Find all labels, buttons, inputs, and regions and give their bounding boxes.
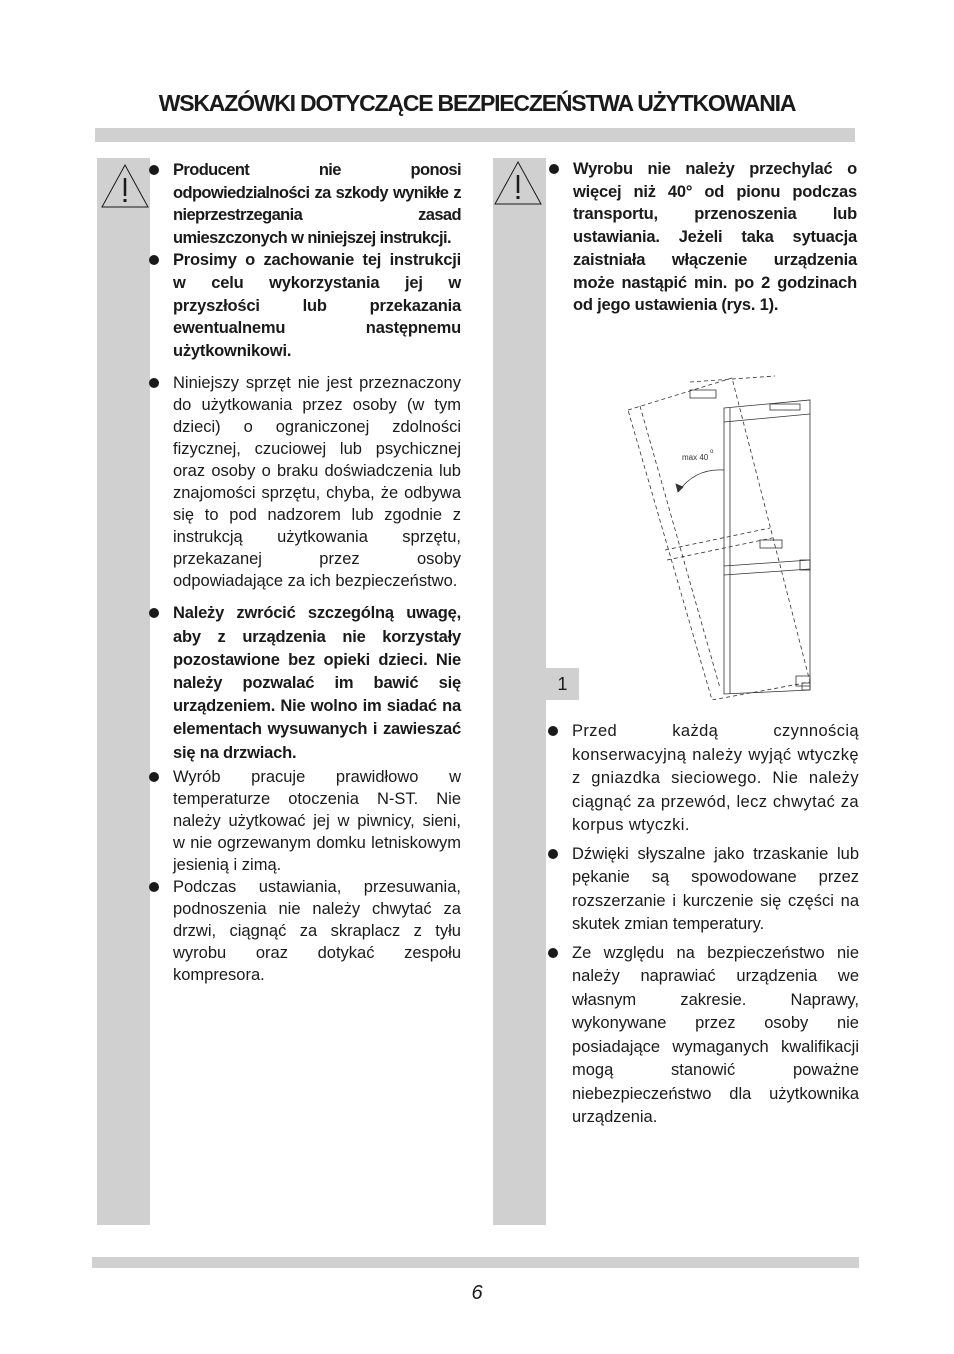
angle-degree-mark: o	[710, 449, 714, 455]
list-item: Wyrób pracuje prawidłowo w temperaturze otoczenia N-ST. Nie należy użytkować jej w piwnicy, sieni, w nie ogrzewanym domku letniskowym jesienią i zimą.	[149, 766, 461, 876]
page-number: 6	[471, 1282, 483, 1304]
figure-number-label: 1	[546, 668, 579, 700]
tilt-diagram-figure	[620, 370, 820, 700]
right-margin-bar	[493, 158, 546, 1225]
right-top-safety-list	[549, 158, 857, 317]
list-item: Prosimy o zachowanie tej instrukcji w celu wykorzystania jej w przyszłości lub przekazania ewentualnemu następnemu użytkownikowi.	[149, 249, 461, 362]
left-safety-list	[149, 159, 461, 986]
list-item: Podczas ustawiania, przesuwania, podnoszenia nie należy chwytać za drzwi, ciągnąć za skraplacz z tyłu wyrobu oraz dotykać zespołu kompresora.	[149, 876, 461, 986]
page-title: WSKAZÓWKI DOTYCZĄCE BEZPIECZEŃSTWA UŻYTKOWANIA	[158, 90, 796, 116]
list-item: Niniejszy sprzęt nie jest przeznaczony do użytkowania przez osoby (w tym dzieci) o ograniczonej zdolności fizycznej, czuciowej lub psychicznej oraz osoby o braku doświadczenia lub znajomości sprzętu, chyba, że odbywa się to pod nadzorem lub zgodnie z instrukcją użytkowania sprzętu, przekazanej przez osoby odpowiadające za ich bezpieczeństwo.	[149, 372, 461, 592]
list-item: Dźwięki słyszalne jako trzaskanie lub pękanie są spowodowane przez rozszerzanie i kurczenie się części na skutek zmian temperatury.	[548, 843, 859, 937]
list-item: Wyrobu nie należy przechylać o więcej niż 40° od pionu podczas transportu, przenoszenia lub ustawiania. Jeżeli taka sytuacja zaistniała włączenie urządzenia może nastąpić min. po 2 godzinach od jego ustawienia (rys. 1).	[549, 158, 857, 317]
angle-label: max 40	[682, 453, 709, 462]
warning-triangle-icon	[492, 159, 544, 207]
right-bottom-safety-list	[548, 720, 859, 1135]
bottom-divider	[92, 1257, 859, 1268]
list-item: Przed każdą czynnością konserwacyjną należy wyjąć wtyczkę z gniazdka sieciowego. Nie należy ciągnąć za przewód, lecz chwytać za korpus wtyczki.	[548, 720, 859, 838]
warning-triangle-icon	[99, 162, 151, 210]
list-item: Producent nie ponosi odpowiedzialności za szkody wynikłe z nieprzestrzegania zasad umieszczonych w niniejszej instrukcji.	[149, 159, 461, 249]
left-margin-bar	[97, 158, 150, 1225]
list-item: Ze względu na bezpieczeństwo nie należy naprawiać urządzenia we własnym zakresie. Naprawy, wykonywane przez osoby nie posiadające wymaganych kwalifikacji mogą stanowić poważne niebezpieczeństwo dla użytkownika urządzenia.	[548, 942, 859, 1130]
top-divider	[95, 128, 855, 142]
list-item: Należy zwrócić szczególną uwagę, aby z urządzenia nie korzystały pozostawione bez opieki dzieci. Nie należy pozwalać im bawić się urządzeniem. Nie wolno im siadać na elementach wysuwanych i zawieszać się na drzwiach.	[149, 602, 461, 764]
